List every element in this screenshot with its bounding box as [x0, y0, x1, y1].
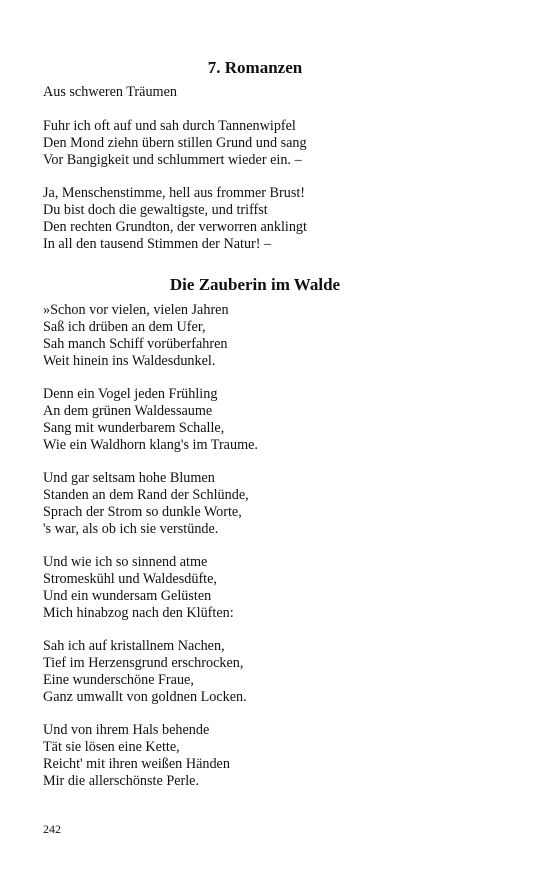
verse-line: Mich hinabzog nach den Klüften: [43, 604, 234, 621]
verse-line: Du bist doch die gewaltigste, und triffst [43, 201, 268, 218]
verse-line: Sah ich auf kristallnem Nachen, [43, 638, 225, 654]
chapter-title: 7. Romanzen [207, 58, 303, 77]
verse-line: Standen an dem Rand der Schlünde, [43, 486, 249, 503]
verse-line: »Schon vor vielen, vielen Jahren [43, 302, 229, 318]
verse-line: Mir die allerschönste Perle. [43, 772, 200, 789]
verse-line: Denn ein Vogel jeden Frühling [43, 386, 218, 402]
verse-line: Den Mond ziehn übern stillen Grund und sang [43, 134, 307, 151]
verse-line: Tief im Herzensgrund erschrocken, [43, 654, 244, 671]
verse-line: Tät sie lösen eine Kette, [43, 738, 180, 755]
verse-line: Wie ein Waldhorn klang's im Traume. [43, 436, 258, 453]
verse-line: Und von ihrem Hals behende [43, 722, 210, 738]
verse-line: Vor Bangigkeit und schlummert wieder ein. – [43, 151, 302, 168]
stanza [43, 554, 503, 622]
verse-line: Den rechten Grundton, der verworren anklingt [43, 218, 307, 235]
verse-line: Fuhr ich oft auf und sah durch Tannenwipfel [43, 118, 296, 134]
chapter-subtitle: Aus schweren Träumen [43, 84, 177, 100]
verse-line: Reicht' mit ihren weißen Händen [43, 755, 230, 772]
verse-line: 's war, als ob ich sie verstünde. [43, 520, 219, 537]
verse-line: Und wie ich so sinnend atme [43, 554, 208, 570]
stanza [43, 638, 503, 706]
stanza [43, 185, 503, 253]
verse-line: Und ein wundersam Gelüsten [43, 587, 212, 604]
stanza [43, 386, 503, 454]
verse-line: Weit hinein ins Waldesdunkel. [43, 352, 216, 369]
verse-line: Ganz umwallt von goldnen Locken. [43, 688, 247, 705]
verse-line: Und gar seltsam hohe Blumen [43, 470, 215, 486]
stanza [43, 470, 503, 538]
verse-line: Ja, Menschenstimme, hell aus frommer Brust! [43, 185, 306, 201]
verse-line: Sprach der Strom so dunkle Worte, [43, 503, 242, 520]
verse-line: Stromeskühl und Waldesdüfte, [43, 570, 217, 587]
verse-line: Sah manch Schiff vorüberfahren [43, 335, 228, 352]
verse-line: Eine wunderschöne Fraue, [43, 671, 194, 688]
verse-line: In all den tausend Stimmen der Natur! – [43, 235, 272, 252]
page-number: 242 [43, 822, 61, 836]
stanza [43, 302, 503, 370]
stanza [43, 118, 503, 169]
verse-line: An dem grünen Waldessaume [43, 402, 213, 419]
stanza [43, 722, 503, 790]
verse-line: Saß ich drüben an dem Ufer, [43, 318, 206, 335]
verse-line: Sang mit wunderbarem Schalle, [43, 419, 225, 436]
poem-title: Die Zauberin im Walde [169, 275, 341, 294]
